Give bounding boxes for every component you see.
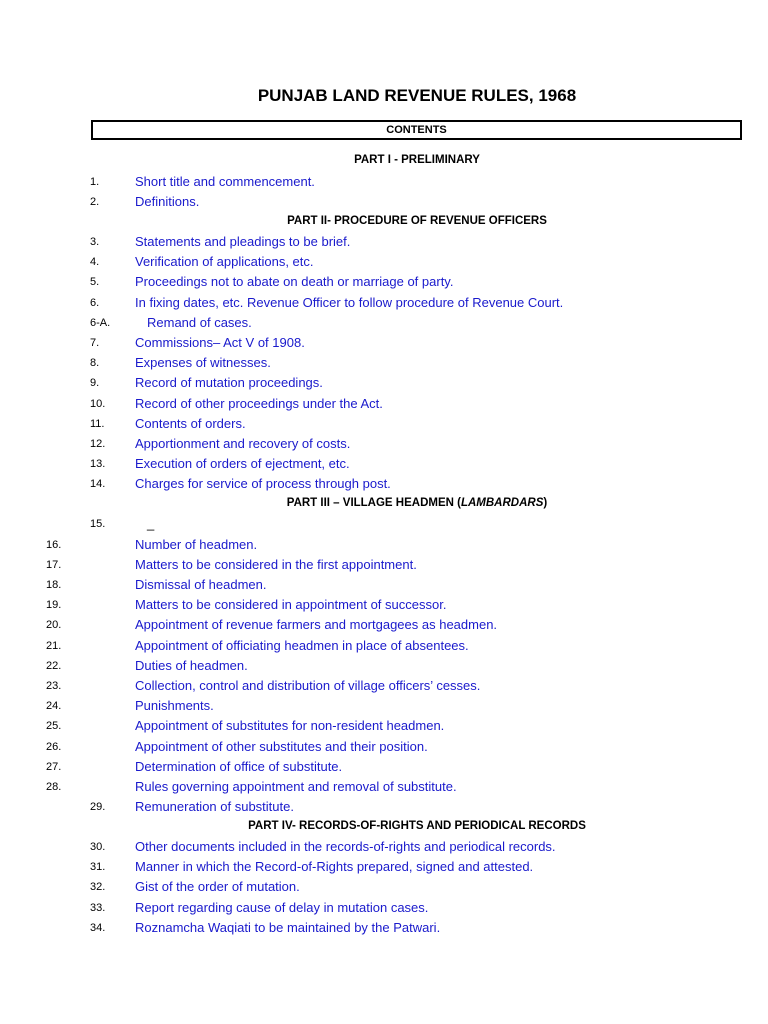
entry-number: 6-A.: [90, 317, 111, 329]
entry-number: 5.: [90, 276, 100, 288]
entry-link[interactable]: Remand of cases.: [147, 315, 252, 330]
entry-number: 32.: [90, 881, 106, 893]
entry-number: 13.: [90, 458, 106, 470]
entry-number: 16.: [46, 539, 62, 551]
entry-number: 1.: [90, 176, 100, 188]
document-title: PUNJAB LAND REVENUE RULES, 1968: [257, 86, 577, 105]
entry-number: 11.: [90, 418, 105, 430]
entry-number: 31.: [90, 861, 106, 873]
entry-link[interactable]: Matters to be considered in appointment of successor.: [135, 597, 447, 612]
entry-number: 3.: [90, 236, 100, 248]
contents-header: CONTENTS: [91, 120, 742, 140]
entry-link[interactable]: Record of other proceedings under the Act.: [135, 396, 383, 411]
entry-link[interactable]: Verification of applications, etc.: [135, 254, 314, 269]
part-heading-text: PART III – VILLAGE HEADMEN (: [286, 497, 461, 509]
part-heading: PART II- PROCEDURE OF REVENUE OFFICERS: [287, 215, 547, 227]
entry-number: 26.: [46, 741, 62, 753]
entry-link[interactable]: Apportionment and recovery of costs.: [135, 436, 351, 451]
entry-link[interactable]: Collection, control and distribution of village officers’ cesses.: [135, 678, 481, 693]
entry-link[interactable]: Proceedings not to abate on death or marriage of party.: [135, 274, 454, 289]
entry-link[interactable]: Short title and commencement.: [135, 174, 315, 189]
entry-link[interactable]: Appointment of revenue farmers and mortgagees as headmen.: [135, 617, 498, 632]
part-heading: [0, 496, 768, 510]
entry-number: 29.: [90, 801, 106, 813]
part-heading: PART I - PRELIMINARY: [354, 154, 480, 166]
entry-link[interactable]: Matters to be considered in the first appointment.: [135, 557, 417, 572]
entry-link[interactable]: Charges for service of process through post.: [135, 476, 391, 491]
entry-link[interactable]: Rules governing appointment and removal of substitute.: [135, 779, 457, 794]
part-heading: PART IV- RECORDS-OF-RIGHTS AND PERIODICAL RECORDS: [248, 820, 586, 832]
entry-link[interactable]: Remuneration of substitute.: [135, 799, 294, 814]
entry-number: 28.: [46, 781, 62, 793]
entry-link[interactable]: Definitions.: [135, 194, 200, 209]
entry-link[interactable]: Manner in which the Record-of-Rights prepared, signed and attested.: [135, 859, 534, 874]
entry-link[interactable]: Contents of orders.: [135, 416, 246, 431]
entry-link[interactable]: In fixing dates, etc. Revenue Officer to follow procedure of Revenue Court.: [135, 295, 564, 310]
entry-number: 33.: [90, 902, 106, 914]
entry-link[interactable]: Statements and pleadings to be brief.: [135, 234, 351, 249]
entry-number: 22.: [46, 660, 62, 672]
entry-number: 10.: [90, 398, 106, 410]
entry-number: 24.: [46, 700, 62, 712]
entry-number: 20.: [46, 619, 62, 631]
entry-number: 15.: [90, 518, 106, 530]
entry-link[interactable]: Determination of office of substitute.: [135, 759, 343, 774]
entry-link[interactable]: Expenses of witnesses.: [135, 355, 271, 370]
entry-number: 2.: [90, 196, 100, 208]
entry-number: 17.: [46, 559, 62, 571]
part-heading-close: ): [543, 497, 548, 509]
entry-link[interactable]: Punishments.: [135, 698, 214, 713]
entry-link[interactable]: Execution of orders of ejectment, etc.: [135, 456, 350, 471]
entry-number: 4.: [90, 256, 100, 268]
entry-link[interactable]: Appointment of substitutes for non-resident headmen.: [135, 718, 445, 733]
entry-number: 25.: [46, 720, 62, 732]
entry-link[interactable]: Appointment of other substitutes and their position.: [135, 739, 428, 754]
part-heading-italic: LAMBARDARS: [460, 497, 544, 509]
entry-number: 19.: [46, 599, 62, 611]
entry-link[interactable]: Duties of headmen.: [135, 658, 248, 673]
entry-number: 12.: [90, 438, 106, 450]
entry-number: 27.: [46, 761, 62, 773]
entry-number: 8.: [90, 357, 100, 369]
entry-number: 7.: [90, 337, 100, 349]
entry-link[interactable]: Dismissal of headmen.: [135, 577, 267, 592]
entry-link[interactable]: Record of mutation proceedings.: [135, 375, 323, 390]
entry-number: 23.: [46, 680, 62, 692]
entry-link[interactable]: Roznamcha Waqiati to be maintained by the Patwari.: [135, 920, 441, 935]
entry-number: 21.: [46, 640, 62, 652]
entry-link[interactable]: Gist of the order of mutation.: [135, 879, 300, 894]
entry-number: 18.: [46, 579, 62, 591]
blank-entry-mark: _: [147, 516, 155, 531]
entry-link[interactable]: Number of headmen.: [135, 537, 258, 552]
entry-link[interactable]: Report regarding cause of delay in mutation cases.: [135, 900, 429, 915]
entry-number: 30.: [90, 841, 106, 853]
entry-number: 9.: [90, 377, 100, 389]
entry-link[interactable]: Appointment of officiating headmen in place of absentees.: [135, 638, 469, 653]
entry-number: 6.: [90, 297, 100, 309]
entry-number: 14.: [90, 478, 106, 490]
entry-link[interactable]: Other documents included in the records-of-rights and periodical records.: [135, 839, 556, 854]
entry-number: 34.: [90, 922, 106, 934]
entry-link[interactable]: Commissions– Act V of 1908.: [135, 335, 305, 350]
